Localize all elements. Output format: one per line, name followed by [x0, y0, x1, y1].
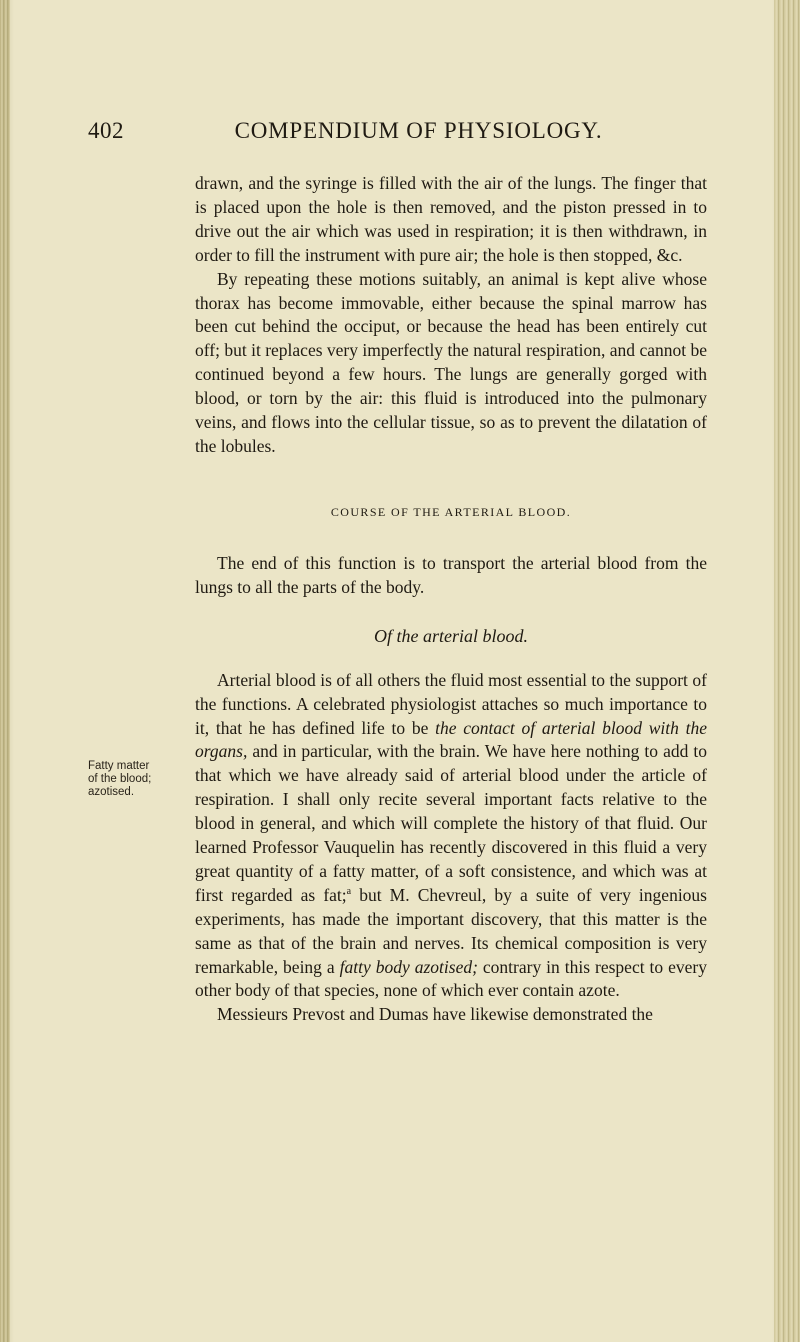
- subheading: Of the arterial blood.: [374, 625, 528, 646]
- running-head: COMPENDIUM OF PHYSIOLOGY.: [234, 118, 603, 143]
- book-spine-edge: [0, 0, 10, 1342]
- margin-note-line: Fatty matter: [88, 760, 150, 772]
- italic-text: fatty body azotised;: [339, 956, 478, 977]
- text-run: and in particular, with the brain. We have here nothing to add to that which we have already said of arterial blood under the article of respiration. I shall only recite several important facts relative to the blood in general, and which will complete the history of that fluid. Our learned Professor Vauquelin has recently discovered in this fluid a very great quantity of a fatty matter, of a soft consistence, and which was at first regarded as fat;: [195, 741, 707, 905]
- margin-note-line: of the blood;: [88, 773, 152, 785]
- paragraph: [195, 669, 707, 1004]
- paragraph: By repeating these motions suitably, an animal is kept alive whose thorax has become immovable, either because the spinal marrow has been cut behind the occiput, or because the head has been entirely cut off; but it replaces very imperfectly the natural respiration, and cannot be continued beyond a few hours. The lungs are generally gorged with blood, or torn by the air: this fluid is introduced into the pulmonary veins, and flows into the cellular tissue, so as to prevent the dilatation of the lobules.: [195, 268, 707, 456]
- body-text: [195, 172, 707, 1027]
- paragraph: Messieurs Prevost and Dumas have likewise demonstrated the: [217, 1004, 653, 1025]
- text-run: Arterial blood is of all others the fluid most essential to the support of the functions. A celebrated physiologist attaches so much importance to it, that he has defined life to be: [195, 669, 707, 738]
- section-heading: COURSE OF THE ARTERIAL BLOOD.: [330, 504, 572, 519]
- paragraph: drawn, and the syringe is filled with the air of the lungs. The finger that is placed upon the hole is then removed, and the piston pressed in to drive out the air which was used in respiration; it is then withdrawn, in order to fill the instrument with pure air; the hole is then stopped, &c.: [195, 173, 707, 265]
- footnote-marker: a: [346, 886, 352, 898]
- margin-note: [88, 760, 193, 799]
- margin-note-line: azotised.: [88, 786, 135, 798]
- page-header: [88, 118, 700, 150]
- paragraph: The end of this function is to transport the arterial blood from the lungs to all the parts of the body.: [195, 552, 707, 597]
- text-run: but M. Chevreul, by a suite of very ingenious experiments, has made the important discovery, that this matter is the same as that of the brain and nerves. Its chemical composition is very remarkable, being a: [195, 884, 707, 977]
- italic-text: the contact of arterial blood with the organs,: [195, 717, 707, 762]
- page-number: 402: [88, 118, 124, 143]
- page-edge-right: [774, 0, 800, 1342]
- text-run: contrary in this respect to every other body of that species, none of which ever contain azote.: [195, 956, 707, 1001]
